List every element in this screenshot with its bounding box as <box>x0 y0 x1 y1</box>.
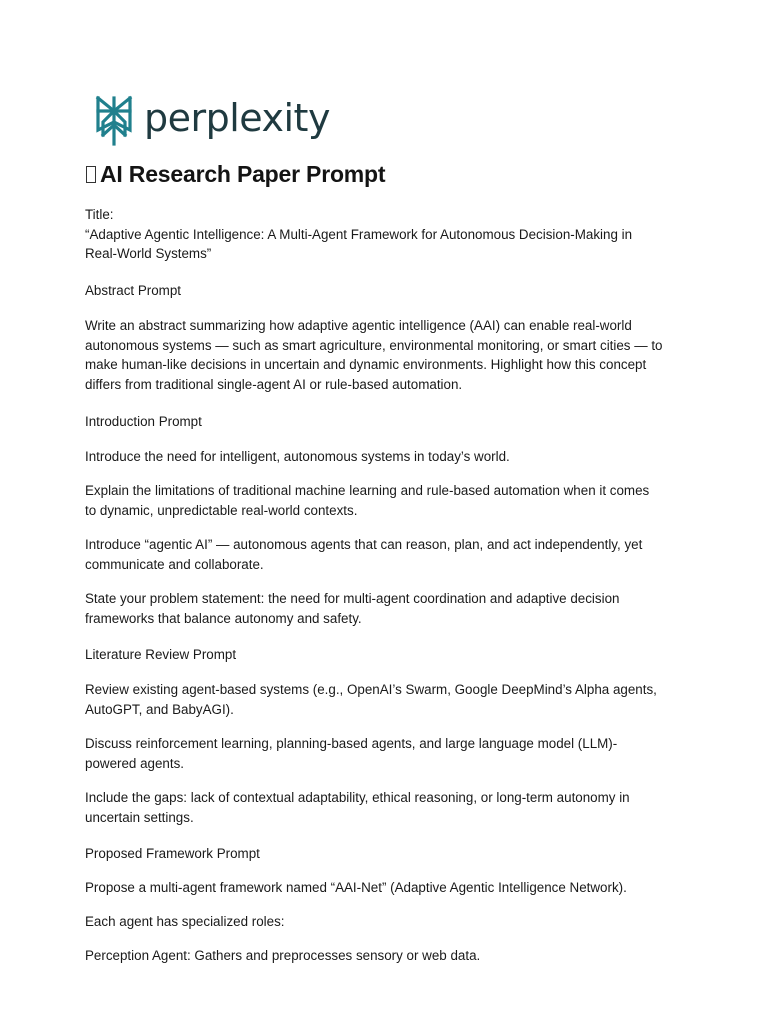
text-line: Explain the limitations of traditional machine learning and rule-based automation when it comes <box>85 483 650 498</box>
text-line: Include the gaps: lack of contextual adaptability, ethical reasoning, or long-term autonomy in <box>85 790 630 805</box>
text-line: powered agents. <box>85 755 185 771</box>
text-line: frameworks that balance autonomy and safety. <box>85 610 362 626</box>
section-heading-introduction <box>85 412 690 432</box>
text-line: Each agent has specialized roles: <box>85 914 285 929</box>
text-line: make human-like decisions in uncertain and dynamic environments. Highlight how this concept <box>85 357 647 372</box>
text-line: to dynamic, unpredictable real-world contexts. <box>85 502 358 518</box>
text-line: Introduction Prompt <box>85 414 202 429</box>
title-block <box>85 205 690 264</box>
text-line: Perception Agent: Gathers and preprocesses sensory or web data. <box>85 948 481 963</box>
text-line: Proposed Framework Prompt <box>85 846 260 861</box>
paragraph-intro-1 <box>85 447 690 467</box>
text-line: Discuss reinforcement learning, planning-based agents, and large language model (LLM)- <box>85 736 618 751</box>
paragraph-framework-1 <box>85 878 690 898</box>
text-line: communicate and collaborate. <box>85 556 264 572</box>
text-line: Introduce “agentic AI” — autonomous agents that can reason, plan, and act independently, yet <box>85 537 643 552</box>
text-line: Literature Review Prompt <box>85 647 237 662</box>
text-line: differs from traditional single-agent AI or rule-based automation. <box>85 376 463 392</box>
brand-wordmark: perplexity <box>144 96 330 140</box>
text-line: AutoGPT, and BabyAGI). <box>85 701 234 717</box>
paragraph-abstract <box>85 316 690 394</box>
text-line: Abstract Prompt <box>85 283 181 298</box>
perplexity-logo-icon <box>92 94 136 148</box>
section-heading-literature <box>85 645 690 665</box>
paragraph-lit-2 <box>85 734 690 773</box>
paragraph-intro-4 <box>85 589 690 628</box>
paragraph-framework-3 <box>85 946 690 966</box>
missing-glyph-icon <box>86 166 96 183</box>
paragraph-lit-1 <box>85 680 690 719</box>
document-title <box>86 161 385 188</box>
section-heading-abstract <box>85 281 690 301</box>
perplexity-logo <box>92 94 330 148</box>
text-line: Review existing agent-based systems (e.g., OpenAI’s Swarm, Google DeepMind’s Alpha agents, <box>85 682 657 697</box>
text-line: Introduce the need for intelligent, autonomous systems in today’s world. <box>85 449 510 464</box>
text-line: “Adaptive Agentic Intelligence: A Multi-Agent Framework for Autonomous Decision-Making in <box>85 226 633 242</box>
text-line: Propose a multi-agent framework named “AAI-Net” (Adaptive Agentic Intelligence Network). <box>85 880 627 895</box>
paragraph-framework-2 <box>85 912 690 932</box>
text-line: Write an abstract summarizing how adaptive agentic intelligence (AAI) can enable real-world <box>85 318 632 333</box>
document-title-text: AI Research Paper Prompt <box>100 161 386 187</box>
text-line: State your problem statement: the need for multi-agent coordination and adaptive decision <box>85 591 620 606</box>
text-line: Title: <box>85 207 114 222</box>
text-line: uncertain settings. <box>85 809 194 825</box>
paragraph-intro-3 <box>85 535 690 574</box>
section-heading-framework <box>85 844 690 864</box>
text-line: Real-World Systems” <box>85 246 212 261</box>
text-line: autonomous systems — such as smart agriculture, environmental monitoring, or smart cities — to <box>85 337 663 353</box>
paragraph-intro-2 <box>85 481 690 520</box>
paragraph-lit-3 <box>85 788 690 827</box>
